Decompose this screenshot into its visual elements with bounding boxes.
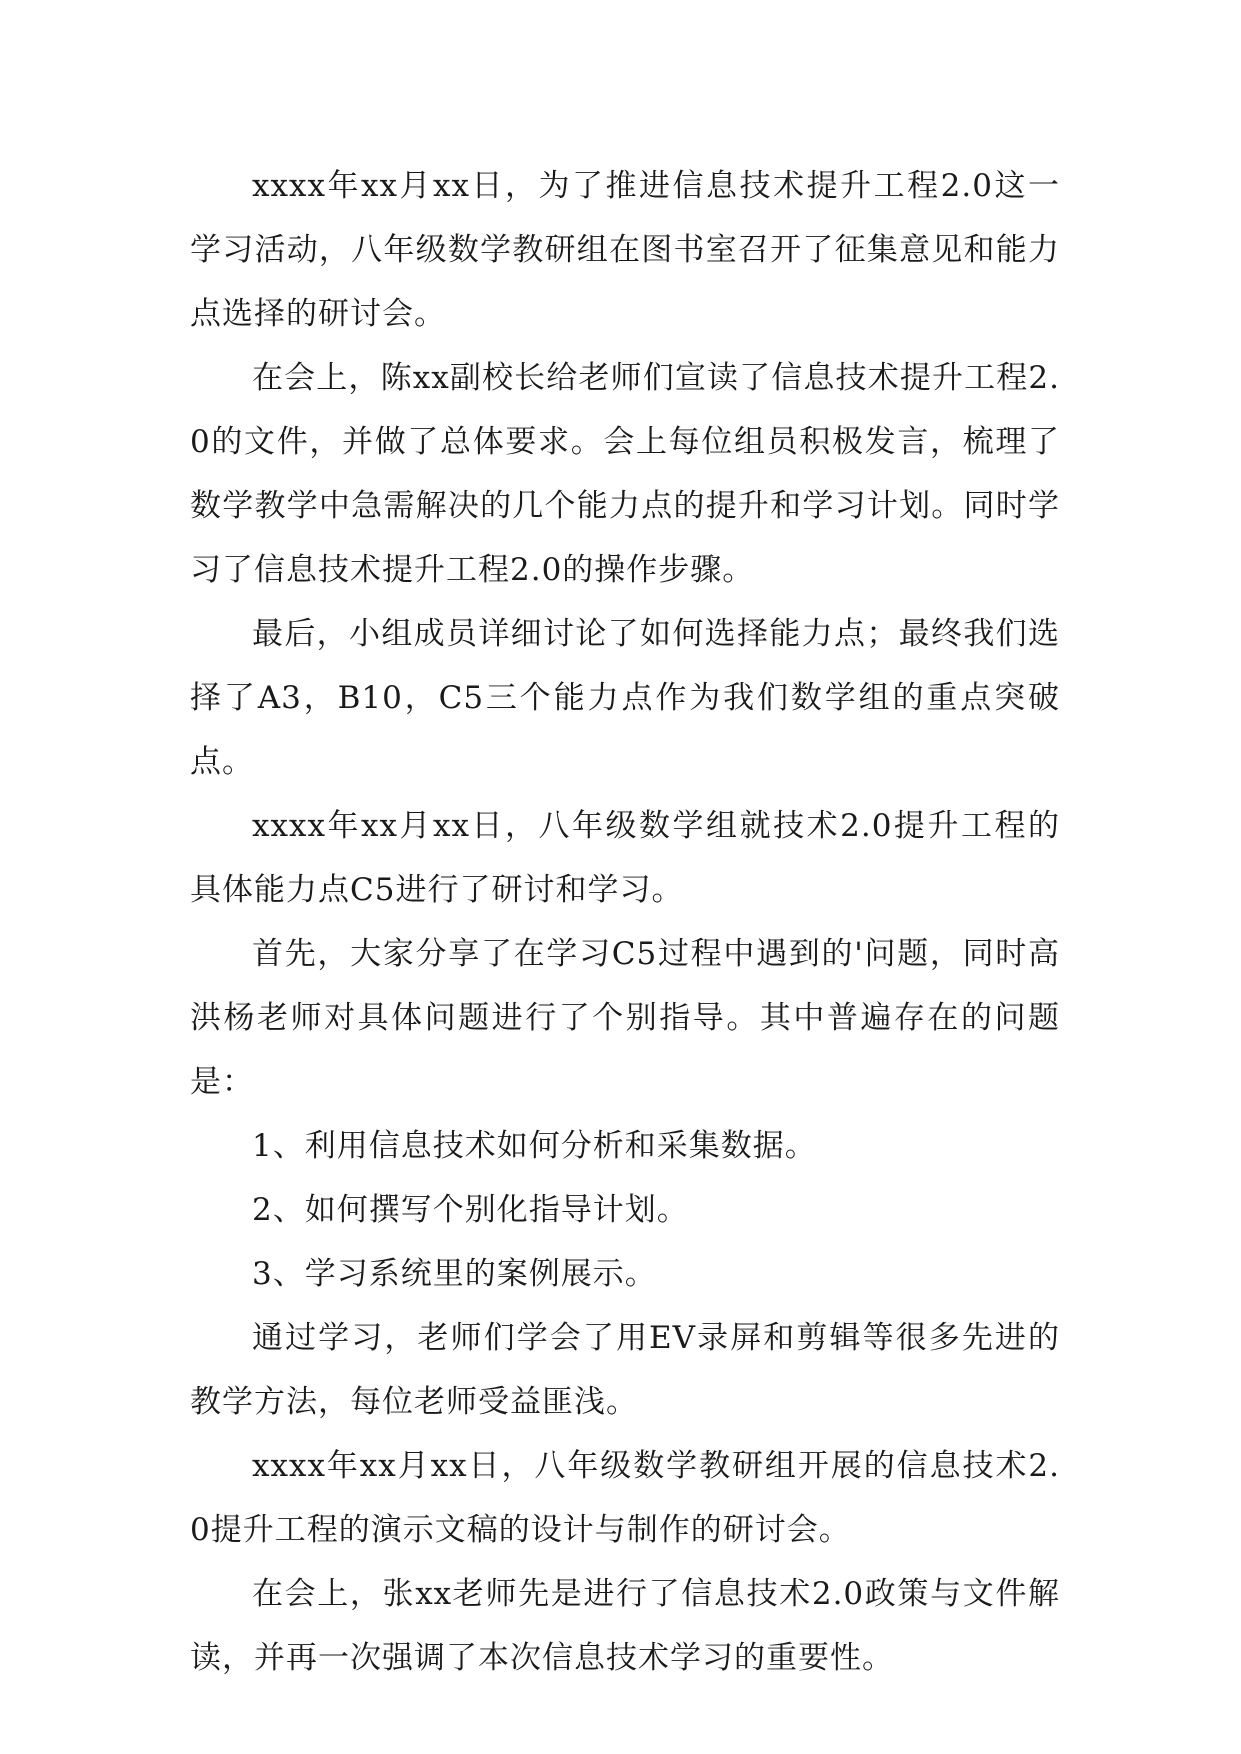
list-item-2: 2、如何撰写个别化指导计划。 xyxy=(252,1192,689,1228)
document-body xyxy=(190,154,1060,1690)
paragraph-2: 在会上，陈xx副校长给老师们宣读了信息技术提升工程2.0的文件，并做了总体要求。会上每位组员积极发言，梳理了数学教学中急需解决的几个能力点的提升和学习计划。同时学习了信息技术提升工程2.0的操作步骤。 xyxy=(190,360,1060,588)
paragraph-1: xxxx年xx月xx日，为了推进信息技术提升工程2.0这一学习活动，八年级数学教研组在图书室召开了征集意见和能力点选择的研讨会。 xyxy=(190,168,1060,332)
list-item-3: 3、学习系统里的案例展示。 xyxy=(252,1256,657,1292)
paragraph-8: 在会上，张xx老师先是进行了信息技术2.0政策与文件解读，并再一次强调了本次信息技术学习的重要性。 xyxy=(190,1576,1060,1676)
paragraph-4: xxxx年xx月xx日，八年级数学组就技术2.0提升工程的具体能力点C5进行了研讨和学习。 xyxy=(190,808,1060,908)
paragraph-5: 首先，大家分享了在学习C5过程中遇到的'问题，同时高洪杨老师对具体问题进行了个别指导。其中普遍存在的问题是： xyxy=(190,936,1060,1100)
list-item-1: 1、利用信息技术如何分析和采集数据。 xyxy=(252,1128,817,1164)
paragraph-7: xxxx年xx月xx日，八年级数学教研组开展的信息技术2.0提升工程的演示文稿的设计与制作的研讨会。 xyxy=(190,1448,1060,1548)
paragraph-6: 通过学习，老师们学会了用EV录屏和剪辑等很多先进的教学方法，每位老师受益匪浅。 xyxy=(190,1320,1060,1420)
paragraph-3: 最后，小组成员详细讨论了如何选择能力点；最终我们选择了A3，B10，C5三个能力点作为我们数学组的重点突破点。 xyxy=(190,616,1060,780)
